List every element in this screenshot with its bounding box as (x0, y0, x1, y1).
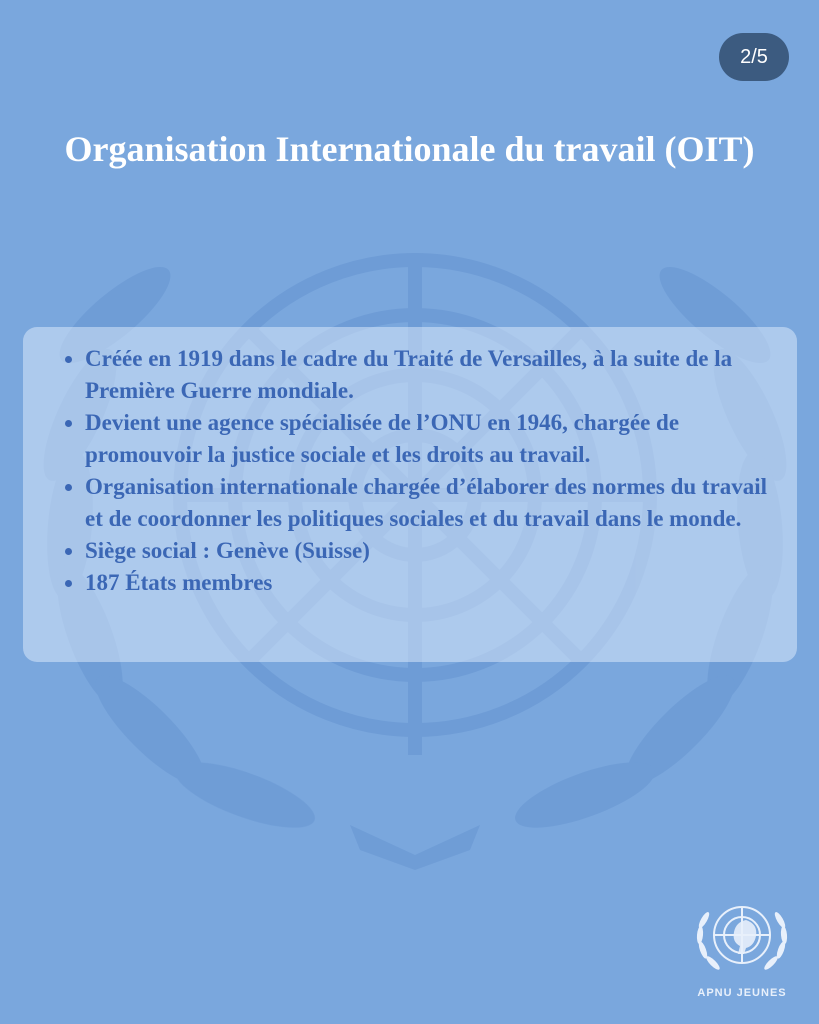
logo-label: APNU JEUNES (697, 987, 787, 999)
list-item: • 187 États membres (85, 567, 773, 599)
page-indicator-badge: 2/5 (719, 33, 789, 81)
list-item: • Devient une agence spécialisée de l’ONU en 1946, chargée de promouvoir la justice sociale et les droits au travail. (85, 407, 773, 471)
list-item: • Organisation internationale chargée d’élaborer des normes du travail et de coordonner les politiques sociales et du travail dans le monde. (85, 471, 773, 535)
page-title: Organisation Internationale du travail (OIT) (64, 129, 755, 169)
facts-list (65, 343, 773, 599)
list-item: • Siège social : Genève (Suisse) (85, 535, 773, 567)
info-card (23, 327, 797, 662)
list-item: • Créée en 1919 dans le cadre du Traité de Versailles, à la suite de la Première Guerre mondiale. (85, 343, 773, 407)
